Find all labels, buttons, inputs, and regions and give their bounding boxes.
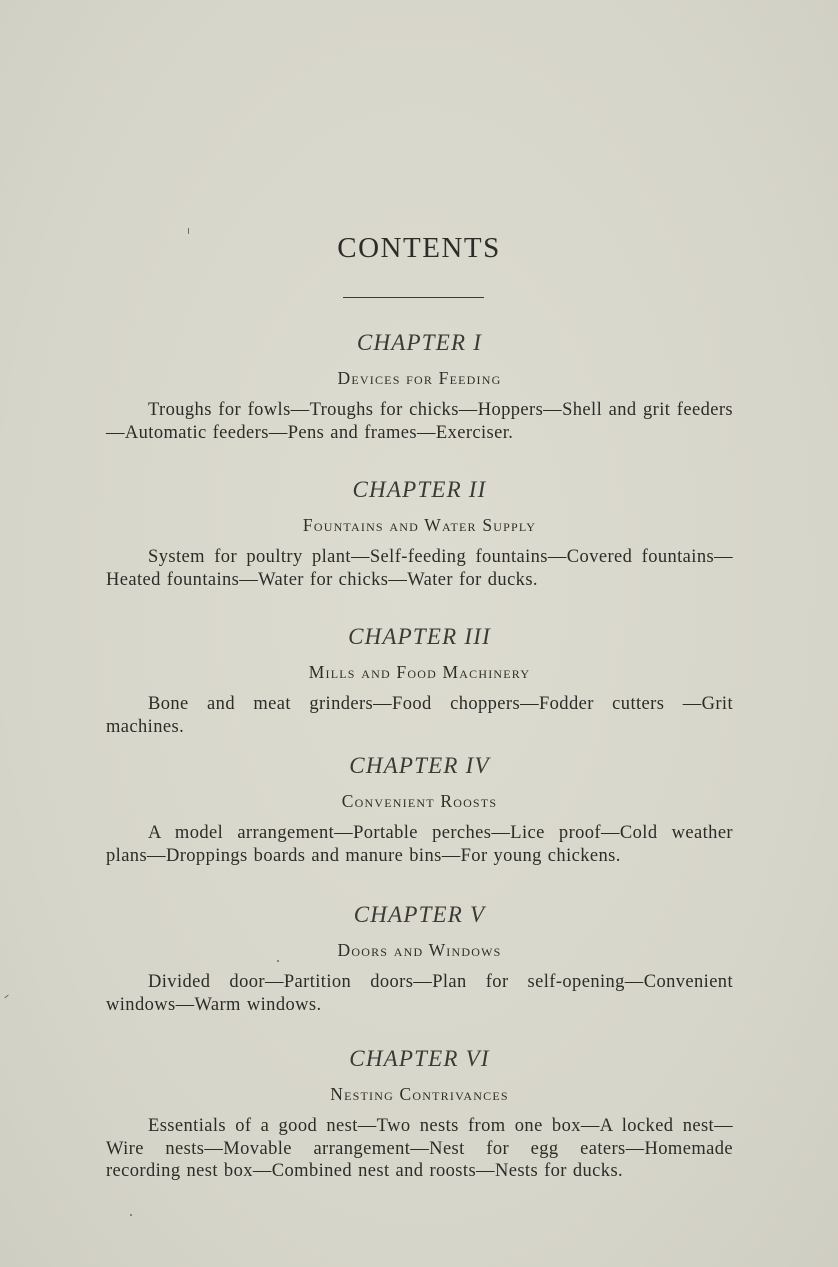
chapter-heading: CHAPTER III [348, 624, 491, 649]
chapter-title: Doors and Windows [337, 940, 502, 960]
chapter-title: Devices for Feeding [337, 368, 502, 388]
chapter-summary: Essentials of a good nest—Two nests from one box—A locked nest—Wire nests—Movable arrangement—Nest for egg eaters—Homemade recording nest box—Combined nest and roosts—Nests for ducks. [106, 1116, 733, 1181]
chapter-2 [106, 476, 733, 591]
chapter-title: Mills and Food Machinery [308, 662, 531, 682]
title-rule [343, 297, 484, 298]
paper-speck [4, 995, 8, 999]
chapter-summary: Bone and meat grinders—Food choppers—Fodder cutters —Grit machines. [106, 694, 733, 737]
chapter-heading: CHAPTER I [356, 330, 483, 355]
chapter-title: Nesting Contrivances [330, 1084, 509, 1104]
chapter-heading: CHAPTER V [353, 902, 486, 927]
chapter-6 [106, 1045, 733, 1183]
paper-speck [188, 228, 189, 234]
page-title: CONTENTS [337, 232, 501, 264]
chapter-summary: Troughs for fowls—Troughs for chicks—Hoppers—Shell and grit feeders—Automatic feeders—Pens and frames—Exerciser. [106, 400, 733, 443]
chapter-1 [106, 329, 733, 444]
paper-speck [130, 1214, 132, 1216]
chapter-4 [106, 752, 733, 867]
chapter-heading: CHAPTER IV [349, 753, 490, 778]
chapter-heading: CHAPTER VI [349, 1046, 490, 1071]
chapter-summary: A model arrangement—Portable perches—Lice proof—Cold weather plans—Droppings boards and manure bins—For young chickens. [106, 823, 733, 866]
chapter-heading: CHAPTER II [352, 477, 487, 502]
chapter-title: Convenient Roosts [341, 791, 498, 811]
chapter-5 [106, 901, 733, 1016]
paper-speck [277, 960, 279, 962]
chapter-summary: Divided door—Partition doors—Plan for self-opening—Convenient windows—Warm windows. [106, 972, 733, 1015]
chapter-3 [106, 623, 733, 738]
chapter-summary: System for poultry plant—Self-feeding fountains—Covered fountains—Heated fountains—Water for chicks—Water for ducks. [106, 547, 733, 590]
chapter-title: Fountains and Water Supply [302, 515, 537, 535]
